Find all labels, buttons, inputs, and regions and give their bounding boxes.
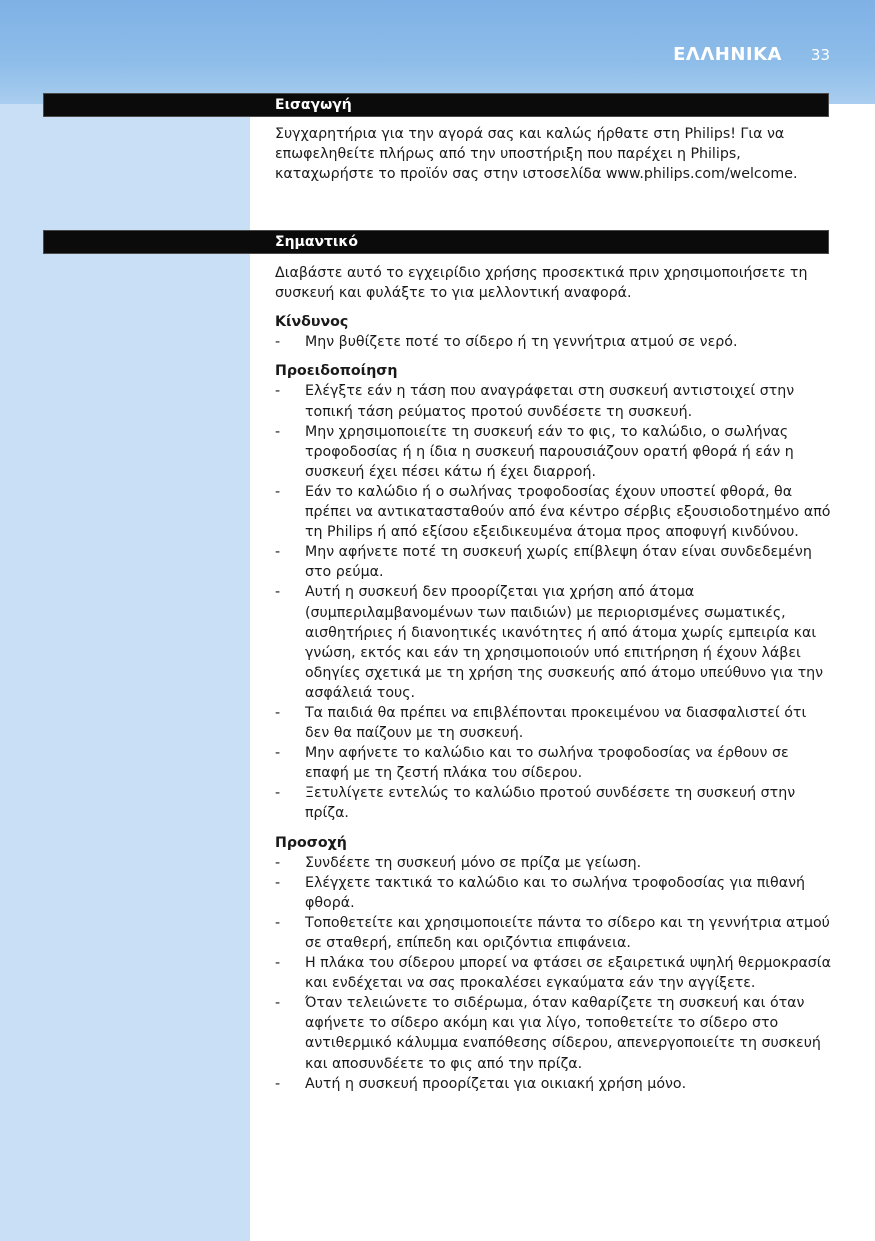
list-item: - Μην αφήνετε ποτέ τη συσκευή χωρίς επίβλεψη όταν είναι συνδεδεμένη στο ρεύμα. xyxy=(275,542,831,582)
intro-section xyxy=(275,124,831,184)
section-bar-intro xyxy=(43,93,829,117)
section-title-intro: Εισαγωγή xyxy=(275,97,352,113)
list-item: - Η πλάκα του σίδερου μπορεί να φτάσει σε εξαιρετικά υψηλή θερμοκρασία και ενδέχεται να σας προκαλέσει εγκαύματα εάν την αγγίξετε. xyxy=(275,953,831,993)
warning-heading: Προειδοποίηση xyxy=(275,363,398,380)
important-section xyxy=(275,263,831,1094)
section-bar-important xyxy=(43,230,829,254)
list-item: - Μην αφήνετε το καλώδιο και το σωλήνα τροφοδοσίας να έρθουν σε επαφή με τη ζεστή πλάκα του σίδερου. xyxy=(275,743,831,783)
caution-heading: Προσοχή xyxy=(275,834,347,851)
left-margin-column xyxy=(0,104,250,1241)
danger-heading: Κίνδυνος xyxy=(275,314,349,331)
list-item: - Αυτή η συσκευή δεν προορίζεται για χρήση από άτομα (συμπεριλαμβανομένων των παιδιών) με περιορισμένες σωματικές, αισθητήριες ή διανοητικές ικανότητες ή από άτομα χωρίς εμπειρία και γνώση, εκτός και εάν τη χρησιμοποιούν υπό επιτήρηση ή έχουν λάβει οδηγίες σχετικά με τη χρήση της συσκευής από άτομο υπεύθυνο για την ασφάλειά τους. xyxy=(275,582,831,703)
list-item: - Ελέγξτε εάν η τάση που αναγράφεται στη συσκευή αντιστοιχεί στην τοπική τάση ρεύματος προτού συνδέσετε τη συσκευή. xyxy=(275,381,831,421)
list-item: - Ξετυλίγετε εντελώς το καλώδιο προτού συνδέσετε τη συσκευή στην πρίζα. xyxy=(275,783,831,823)
list-item: - Τα παιδιά θα πρέπει να επιβλέπονται προκειμένου να διασφαλιστεί ότι δεν θα παίζουν με τη συσκευή. xyxy=(275,703,831,743)
list-item: - Συνδέετε τη συσκευή μόνο σε πρίζα με γείωση. xyxy=(275,853,831,873)
list-item: - Μην χρησιμοποιείτε τη συσκευή εάν το φις, το καλώδιο, ο σωλήνας τροφοδοσίας ή η ίδια η συσκευή παρουσιάζουν ορατή φθορά ή εάν η συσκευή έχει πέσει κάτω ή έχει διαρροή. xyxy=(275,422,831,482)
list-item: - Τοποθετείτε και χρησιμοποιείτε πάντα το σίδερο και τη γεννήτρια ατμού σε σταθερή, επίπεδη και οριζόντια επιφάνεια. xyxy=(275,913,831,953)
list-item: - Εάν το καλώδιο ή ο σωλήνας τροφοδοσίας έχουν υποστεί φθορά, θα πρέπει να αντικατασταθούν από ένα κέντρο σέρβις εξουσιοδοτημένο από τη Philips ή από εξίσου εξειδικευμένα άτομα προς αποφυγή κινδύνου. xyxy=(275,482,831,542)
warning-list xyxy=(275,381,831,823)
intro-paragraph: Συγχαρητήρια για την αγορά σας και καλώς ήρθατε στη Philips! Για να επωφεληθείτε πλήρως από την υποστήριξη που παρέχει η Philips, καταχωρήστε το προϊόν σας στην ιστοσελίδα www.philips.com/welcome. xyxy=(275,126,798,183)
section-title-important: Σημαντικό xyxy=(275,234,358,250)
list-item: - Αυτή η συσκευή προορίζεται για οικιακή χρήση μόνο. xyxy=(275,1074,831,1094)
list-item: - Μην βυθίζετε ποτέ το σίδερο ή τη γεννήτρια ατμού σε νερό. xyxy=(275,332,831,352)
list-item: - Ελέγχετε τακτικά το καλώδιο και το σωλήνα τροφοδοσίας για πιθανή φθορά. xyxy=(275,873,831,913)
important-paragraph: Διαβάστε αυτό το εγχειρίδιο χρήσης προσεκτικά πριν χρησιμοποιήσετε τη συσκευή και φυλάξτε το για μελλοντική αναφορά. xyxy=(275,265,808,302)
language-label: ΕΛΛΗΝΙΚΑ xyxy=(673,44,782,65)
page-number: 33 xyxy=(810,46,830,64)
list-item: - Όταν τελειώνετε το σιδέρωμα, όταν καθαρίζετε τη συσκευή και όταν αφήνετε το σίδερο ακόμη και για λίγο, τοποθετείτε το σίδερο στο αντιθερμικό κάλυμμα εναπόθεσης σίδερου, απενεργοποιείτε τη συσκευή και αποσυνδέετε το φις από την πρίζα. xyxy=(275,993,831,1073)
danger-list xyxy=(275,332,831,352)
caution-list xyxy=(275,853,831,1094)
